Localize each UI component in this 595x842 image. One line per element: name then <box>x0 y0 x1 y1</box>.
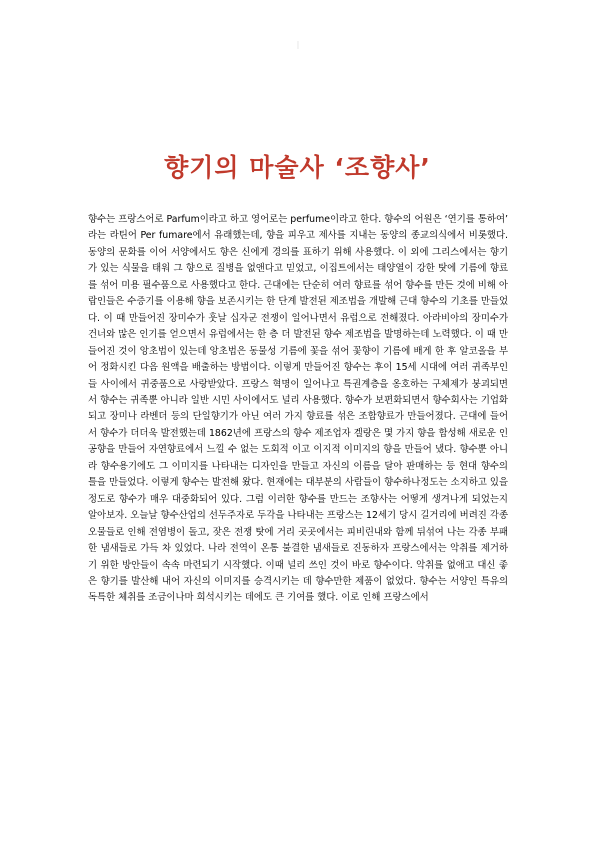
document-body-text: 향수는 프랑스어로 Parfum이라고 하고 영어로는 perfume이라고 한다. 향수의 어원은 ‘연기를 통하여’ 라는 라틴어 Per fumare에서 유래했는데, 향을 피우고 제사를 지내는 동양의 종교의식에서 비롯했다. 동양의 문화를 이어 서양에서도 향은 신에게 경의를 표하기 위해 사용했다. 이 외에 그리스에서는 향기가 있는 식물을 태워 그 향으로 질병을 없앤다고 믿었고, 이집트에서는 태양열이 강한 탓에 기름에 향료를 섞어 미용 필수품으로 사용했다고 한다. 근대에는 단순히 여러 향료를 섞어 향수를 만든 것에 비해 아랍인들은 수증기를 이용해 향을 보존시키는 한 단계 발전된 제조법을 개발해 근대 향수의 기초를 만들었다. 이 때 만들어진 장미수가 훗날 십자군 전쟁이 일어나면서 유럽으로 전해졌다. 아라비아의 장미수가 건너와 많은 인기를 얻으면서 유럽에서는 한 층 더 발전된 향수 제조법을 발명하는데 노력했다. 이 때 만들어진 것이 앙초법이 있는데 앙초법은 동물성 기름에 꽃을 섞어 꽃향이 기름에 배게 한 후 알코올을 부어 정화시킨 다음 원액을 배출하는 방법이다. 이렇게 만들어진 향수는 후이 15세 시대에 여러 귀족부인들 사이에서 귀중품으로 사랑받았다. 프랑스 혁명이 일어나고 특권계층을 옹호하는 구체제가 붕괴되면서 향수는 귀족뿐 아니라 일반 시민 사이에서도 널리 사용했다. 향수가 보편화되면서 향수회사는 기업화되고 장미나 라벤더 등의 단일향기가 아닌 여러 가지 향료를 섞은 조합향료가 만들어졌다. 근대에 들어서 향수가 더더욱 발전했는데 1862년에 프랑스의 향수 제조업자 겔랑은 몇 가지 향을 합성해 새로운 인공향을 만들어 자연향료에서 느낄 수 없는 도회적 이고 이지적 이미지의 향을 만들어 냈다. 향수뿐 아니라 향수용기에도 그 이미지를 나타내는 디자인을 만들고 자신의 이름을 달아 판매하는 등 현대 향수의 틀을 만들었다. 이렇게 향수는 발전해 왔다. 현재에는 대부분의 사람들이 향수하나정도는 소지하고 있을 정도로 향수가 매우 대중화되어 있다. 그럼 이러한 향수를 만드는 조향사는 어떻게 생겨나게 되었는지 알아보자. 오늘날 향수산업의 선두주자로 두각을 나타내는 프랑스는 12세기 당시 길거리에 버려진 각종 오물들로 인해 전염병이 돌고, 잦은 전쟁 탓에 거리 곳곳에서는 피비린내와 함께 뒤섞여 나는 각종 부패한 냄새들로 가득 차 있었다. 나라 전역이 온통 불결한 냄새들로 진동하자 프랑스에서는 악취를 제거하기 위한 방안들이 속속 마련되기 시작했다. 이때 널리 쓰인 것이 바로 향수이다. 악취를 없애고 대신 좋은 향기를 발산해 내어 자신의 이미지를 승격시키는 데 향수만한 제품이 없었다. 향수는 서양인 특유의 독특한 체취를 조금이나마 희석시키는 데에도 큰 기여를 했다. 이로 인해 프랑스에서 <box>88 214 508 604</box>
document-title: 향기의 마술사 ‘조향사’ <box>164 153 431 182</box>
page-top-mark <box>293 40 303 50</box>
